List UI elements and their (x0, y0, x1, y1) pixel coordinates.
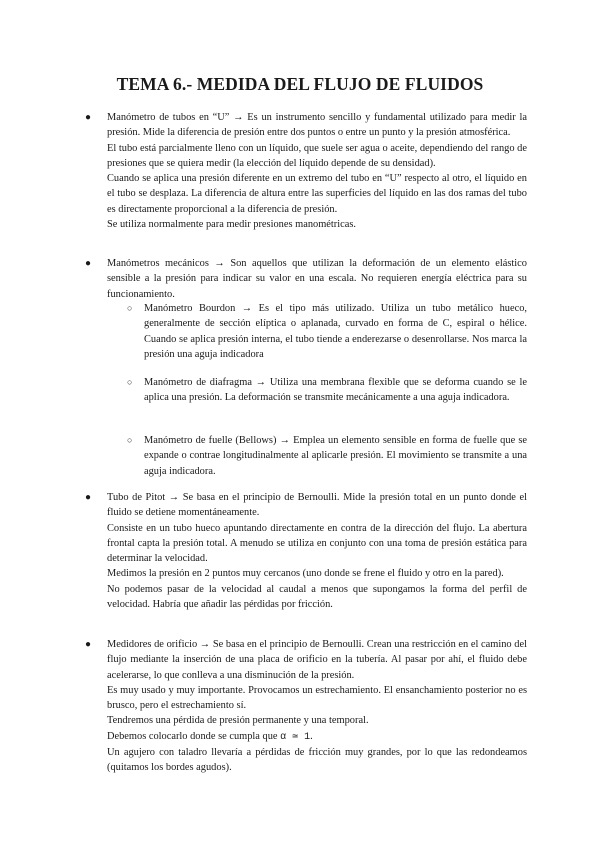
sub-bullet-icon: ○ (127, 377, 133, 387)
bullet-icon: ● (85, 258, 92, 269)
paragraph: No podemos pasar de la velocidad al caudal a menos que supongamos la forma del perfil de velocidad. Habría que añadir las pérdidas por fricción. (107, 583, 527, 611)
bullet-icon: ● (85, 492, 92, 503)
paragraph: Manómetro Bourdon → Es el tipo más utilizado. Utiliza un tubo metálico hueco, generalmente de sección elíptica o aplanada, curvado en forma de C, espiral o hélice. Cuando se aplica presión interna, el tubo tiende a enderezarse o desenrollarse. Nos marca la presión una aguja indicadora (144, 303, 527, 360)
paragraph: Manómetro de fuelle (Bellows) → Emplea un elemento sensible en forma de fuelle que se expande o contrae longitudinalmente al aplicarle presión. El movimiento se transmite a una aguja indicadora. (144, 435, 527, 477)
paragraph: Es muy usado y muy importante. Provocamos un estrechamiento. El ensanchamiento posterior no es brusco, pero el estrechamiento sí. (107, 684, 527, 712)
paragraph: Manómetros mecánicos → Son aquellos que utilizan la deformación de un elemento elástico sensible a la presión para indicar su valor en una escala. No requieren energía eléctrica para su funcionamiento. (107, 258, 527, 300)
paragraph: Se utiliza normalmente para medir presiones manométricas. (107, 219, 356, 231)
paragraph: Medimos la presión en 2 puntos muy cercanos (uno donde se frene el fluido y otro en la pared). (107, 568, 504, 580)
bullet-item-orifice-meters (85, 637, 527, 776)
paragraph: Consiste en un tubo hueco apuntando directamente en contra de la dirección del flujo. La abertura frontal capta la presión total. A menudo se utiliza en conjunto con una toma de presión estática para determinar la velocidad. (107, 522, 527, 565)
page-title: TEMA 6.- MEDIDA DEL FLUJO DE FLUIDOS (116, 74, 484, 94)
paragraph: Tubo de Pitot → Se basa en el principio de Bernoulli. Mide la presión total en un punto donde el fluido se detiene momentáneamente. (107, 492, 527, 519)
sub-bullet-icon: ○ (127, 435, 133, 445)
paragraph: Medidores de orificio → Se basa en el principio de Bernoulli. Crean una restricción en el camino del flujo mediante la inserción de una placa de orificio en la tubería. Al pasar por ahí, el fluido debe acelerarse, lo que conlleva a una disminución de la presión. (107, 639, 527, 681)
bullet-item-mechanical-manometers (85, 256, 527, 302)
paragraph: Tendremos una pérdida de presión permanente y una temporal. (107, 715, 369, 727)
formula-prefix: Debemos colocarlo donde se cumpla que (107, 730, 278, 742)
paragraph: Un agujero con taladro llevaría a pérdidas de fricción muy grandes, por lo que las redondeamos (quitamos los bordes agudos). (107, 747, 527, 774)
bullet-icon: ● (85, 639, 92, 650)
sub-item-diaphragm (127, 375, 527, 406)
bullet-icon: ● (85, 112, 92, 123)
paragraph: Cuando se aplica una presión diferente en un extremo del tubo en “U” respecto al otro, el líquido en el tubo se desplaza. La diferencia de altura entre las superficies del líquido en las dos ramas del tubo es directamente proporcional a la diferencia de presión. (107, 173, 527, 215)
bullet-item-u-tube-manometer (85, 110, 527, 232)
sub-item-bourdon (127, 301, 527, 362)
sub-bullet-icon: ○ (127, 303, 133, 313)
bullet-item-pitot-tube (85, 490, 527, 612)
formula-line (107, 729, 527, 745)
sub-item-bellows (127, 433, 527, 479)
paragraph: Manómetro de diafragma → Utiliza una membrana flexible que se deforma cuando se le aplica una presión. La deformación se transmite mecánicamente a una aguja indicadora. (144, 377, 527, 404)
formula-suffix: . (310, 730, 313, 742)
formula: α ≃ 1 (280, 731, 311, 743)
paragraph: El tubo está parcialmente lleno con un líquido, que suele ser agua o aceite, dependiendo del rango de presiones que se quiera medir (la elección del líquido depende de su densidad). (107, 142, 527, 169)
paragraph: Manómetro de tubos en “U” → Es un instrumento sencillo y fundamental utilizado para medir la presión. Mide la diferencia de presión entre dos puntos o entre un punto y la presión atmosférica. (107, 112, 527, 139)
